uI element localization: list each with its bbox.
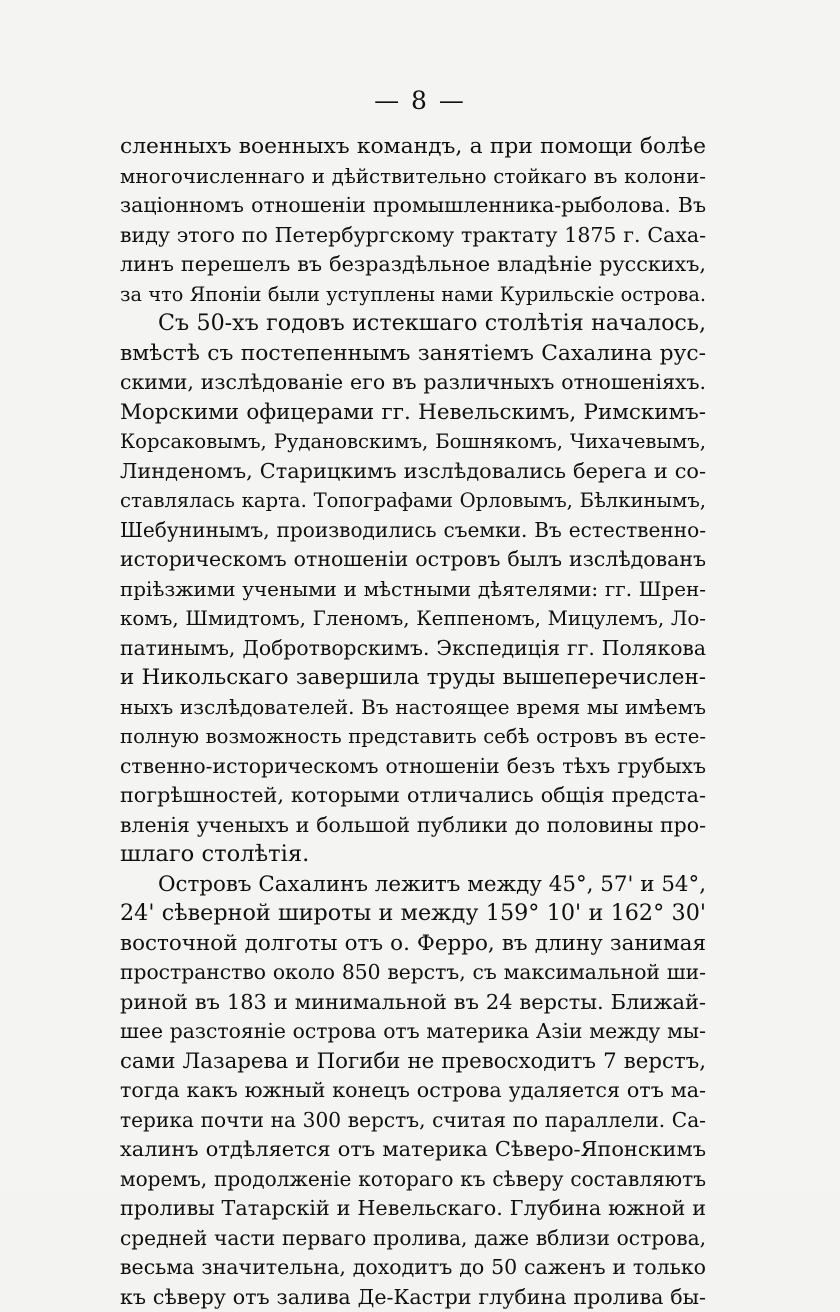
text-line: Съ 50-хъ годовъ истекшаго столѣтія началось, <box>120 309 706 339</box>
text-line: виду этого по Петербургскому трактату 1875 г. Саха- <box>120 221 706 251</box>
text-line: 24' сѣверной широты и между 159° 10' и 162° 30' <box>120 899 706 929</box>
text-line: шее разстояніе острова отъ материка Азіи между мы- <box>120 1017 706 1047</box>
text-line: за что Японіи были уступлены нами Курильскіе острова. <box>120 280 706 310</box>
text-line: вмѣстѣ съ постепеннымъ занятіемъ Сахалина рус- <box>120 339 706 369</box>
text-line: Линденомъ, Старицкимъ изслѣдовались берега и со- <box>120 457 706 487</box>
text-line: комъ, Шмидтомъ, Гленомъ, Кеппеномъ, Мицулемъ, Ло- <box>120 604 706 634</box>
text-line: вленія ученыхъ и большой публики до половины про- <box>120 811 706 841</box>
text-line: погрѣшностей, которыми отличались общія предста- <box>120 781 706 811</box>
text-line: проливы Татарскій и Невельскаго. Глубина южной и <box>120 1194 706 1224</box>
text-line: Корсаковымъ, Рудановскимъ, Бошнякомъ, Чихачевымъ, <box>120 427 706 457</box>
page-body-text <box>120 132 706 1312</box>
text-line: Шебунинымъ, производились съемки. Въ естественно- <box>120 516 706 546</box>
text-line: тогда какъ южный конецъ острова удаляется отъ ма- <box>120 1076 706 1106</box>
text-line: шлаго столѣтія. <box>120 840 706 870</box>
text-line: ственно-историческомъ отношеніи безъ тѣхъ грубыхъ <box>120 752 706 782</box>
text-line: къ сѣверу отъ залива Де-Кастри глубина пролива бы- <box>120 1283 706 1312</box>
text-line: полную возможность представить себѣ островъ въ есте- <box>120 722 706 752</box>
text-line: ставлялась карта. Топографами Орловымъ, Бѣлкинымъ, <box>120 486 706 516</box>
text-line: халинъ отдѣляется отъ материка Сѣверо-Японскимъ <box>120 1135 706 1165</box>
text-line: пріѣзжими учеными и мѣстными дѣятелями: гг. Шрен- <box>120 575 706 605</box>
text-line: риной въ 183 и минимальной въ 24 версты. Ближай- <box>120 988 706 1018</box>
text-line: сами Лазарева и Погиби не превосходитъ 7 верстъ, <box>120 1047 706 1077</box>
text-line: терика почти на 300 верстъ, считая по параллели. Са- <box>120 1106 706 1136</box>
text-line: Островъ Сахалинъ лежитъ между 45°, 57' и 54°, <box>120 870 706 900</box>
text-line: многочисленнаго и дѣйствительно стойкаго въ колони- <box>120 162 706 192</box>
text-line: и Никольскаго завершила труды вышеперечислен- <box>120 663 706 693</box>
page-number: — 8 — <box>0 86 840 115</box>
text-line: скими, изслѣдованіе его въ различныхъ отношеніяхъ. <box>120 368 706 398</box>
text-line: патинымъ, Добротворскимъ. Экспедиція гг. Полякова <box>120 634 706 664</box>
text-line: восточной долготы отъ о. Ферро, въ длину занимая <box>120 929 706 959</box>
text-line: сленныхъ военныхъ командъ, а при помощи болѣе <box>120 132 706 162</box>
text-line: весьма значительна, доходитъ до 50 саженъ и только <box>120 1253 706 1283</box>
text-line: средней части перваго пролива, даже вблизи острова, <box>120 1224 706 1254</box>
text-line: историческомъ отношеніи островъ былъ изслѣдованъ <box>120 545 706 575</box>
text-line: ныхъ изслѣдователей. Въ настоящее время мы имѣемъ <box>120 693 706 723</box>
text-line: Морскими офицерами гг. Невельскимъ, Римскимъ- <box>120 398 706 428</box>
text-line: пространство около 850 верстъ, съ максимальной ши- <box>120 958 706 988</box>
text-line: заціонномъ отношеніи промышленника-рыболова. Въ <box>120 191 706 221</box>
text-line: линъ перешелъ въ безраздѣльное владѣніе русскихъ, <box>120 250 706 280</box>
text-line: моремъ, продолженіе котораго къ сѣверу составляютъ <box>120 1165 706 1195</box>
